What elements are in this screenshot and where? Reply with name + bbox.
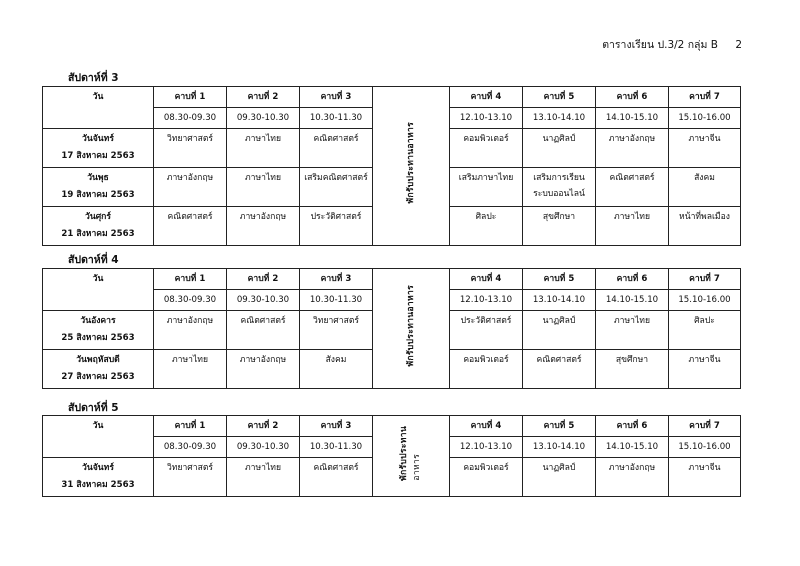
subject-cell: ศิลปะ <box>669 311 741 350</box>
time-cell: 15.10-16.00 <box>669 108 741 129</box>
subject-line: ระบบออนไลน์ <box>533 189 585 199</box>
day-date: 31 สิงหาคม 2563 <box>61 480 135 490</box>
subject-cell: ภาษาไทย <box>154 350 227 389</box>
page-title: ตารางเรียน ป.3/2 กลุ่ม B <box>602 39 718 51</box>
subject-cell: คณิตศาสตร์ <box>300 129 373 168</box>
subject-cell: ศิลปะ <box>450 207 523 246</box>
day-name: วันจันทร์ <box>82 134 114 144</box>
subject-cell: วิทยาศาสตร์ <box>154 458 227 497</box>
week-4-title: สัปดาห์ที่ 4 <box>68 254 119 266</box>
subject-cell <box>523 168 596 207</box>
day-name: วันจันทร์ <box>82 463 114 473</box>
day-cell <box>43 458 154 497</box>
period-3-header: คาบที่ 3 <box>300 269 373 290</box>
day-date: 21 สิงหาคม 2563 <box>61 229 135 239</box>
time-cell: 14.10-15.10 <box>596 437 669 458</box>
day-column-header: วัน <box>43 87 154 129</box>
subject-cell: ประวัติศาสตร์ <box>450 311 523 350</box>
subject-cell: หน้าที่พลเมือง <box>669 207 741 246</box>
subject-line: เสริมการเรียน <box>533 173 585 183</box>
day-date: 19 สิงหาคม 2563 <box>61 190 135 200</box>
time-cell: 13.10-14.10 <box>523 290 596 311</box>
day-name: วันพฤหัสบดี <box>76 355 120 365</box>
day-name: วันศุกร์ <box>85 212 111 222</box>
day-cell <box>43 350 154 389</box>
subject-cell: ภาษาอังกฤษ <box>154 168 227 207</box>
day-cell <box>43 168 154 207</box>
subject-cell: ภาษาไทย <box>227 129 300 168</box>
time-cell: 08.30-09.30 <box>154 437 227 458</box>
subject-cell: คอมพิวเตอร์ <box>450 458 523 497</box>
day-date: 25 สิงหาคม 2563 <box>61 333 135 343</box>
day-column-header: วัน <box>43 416 154 458</box>
subject-cell: สังคม <box>669 168 741 207</box>
header-row <box>43 87 741 108</box>
lunch-break-label: อาหาร <box>412 453 423 481</box>
time-cell: 12.10-13.10 <box>450 290 523 311</box>
time-cell: 09.30-10.30 <box>227 108 300 129</box>
period-4-header: คาบที่ 4 <box>450 416 523 437</box>
subject-cell: นาฏศิลป์ <box>523 129 596 168</box>
time-cell: 08.30-09.30 <box>154 108 227 129</box>
period-7-header: คาบที่ 7 <box>669 87 741 108</box>
day-column-header: วัน <box>43 269 154 311</box>
subject-cell: ภาษาไทย <box>596 207 669 246</box>
time-cell: 15.10-16.00 <box>669 290 741 311</box>
period-7-header: คาบที่ 7 <box>669 416 741 437</box>
subject-cell: คณิตศาสตร์ <box>596 168 669 207</box>
subject-cell: ภาษาอังกฤษ <box>227 207 300 246</box>
subject-cell: ภาษาจีน <box>669 129 741 168</box>
subject-cell: ภาษาไทย <box>596 311 669 350</box>
period-6-header: คาบที่ 6 <box>596 416 669 437</box>
subject-cell: นาฏศิลป์ <box>523 458 596 497</box>
page-header <box>588 36 742 53</box>
subject-cell: สุขศึกษา <box>523 207 596 246</box>
subject-cell: สังคม <box>300 350 373 389</box>
subject-cell: วิทยาศาสตร์ <box>300 311 373 350</box>
subject-cell: คณิตศาสตร์ <box>154 207 227 246</box>
period-2-header: คาบที่ 2 <box>227 269 300 290</box>
subject-cell: เสริมคณิตศาสตร์ <box>300 168 373 207</box>
subject-cell: ภาษาจีน <box>669 350 741 389</box>
week-4-table <box>42 268 741 389</box>
period-7-header: คาบที่ 7 <box>669 269 741 290</box>
week-5-title: สัปดาห์ที่ 5 <box>68 402 119 414</box>
header-row <box>43 416 741 437</box>
header-row <box>43 269 741 290</box>
period-2-header: คาบที่ 2 <box>227 87 300 108</box>
time-cell: 10.30-11.30 <box>300 290 373 311</box>
week-5-table <box>42 415 741 497</box>
period-1-header: คาบที่ 1 <box>154 269 227 290</box>
lunch-break-label: พักรับประทานอาหาร <box>405 284 416 367</box>
period-5-header: คาบที่ 5 <box>523 416 596 437</box>
period-5-header: คาบที่ 5 <box>523 87 596 108</box>
time-cell: 12.10-13.10 <box>450 108 523 129</box>
lunch-break-label: พักรับประทานอาหาร <box>405 122 416 204</box>
day-date: 27 สิงหาคม 2563 <box>61 372 135 382</box>
time-cell: 08.30-09.30 <box>154 290 227 311</box>
time-cell: 14.10-15.10 <box>596 108 669 129</box>
time-cell: 13.10-14.10 <box>523 108 596 129</box>
period-2-header: คาบที่ 2 <box>227 416 300 437</box>
subject-cell: คอมพิวเตอร์ <box>450 129 523 168</box>
subject-cell: เสริมภาษาไทย <box>450 168 523 207</box>
subject-cell: ภาษาอังกฤษ <box>154 311 227 350</box>
period-3-header: คาบที่ 3 <box>300 416 373 437</box>
time-cell: 14.10-15.10 <box>596 290 669 311</box>
lunch-break-cell <box>373 87 450 246</box>
page-number: 2 <box>735 39 742 51</box>
period-4-header: คาบที่ 4 <box>450 87 523 108</box>
time-cell: 12.10-13.10 <box>450 437 523 458</box>
time-cell: 13.10-14.10 <box>523 437 596 458</box>
subject-cell: ประวัติศาสตร์ <box>300 207 373 246</box>
period-6-header: คาบที่ 6 <box>596 269 669 290</box>
day-name: วันอังคาร <box>80 316 116 326</box>
subject-cell: นาฏศิลป์ <box>523 311 596 350</box>
subject-cell: สุขศึกษา <box>596 350 669 389</box>
subject-cell: ภาษาไทย <box>227 168 300 207</box>
lunch-break-label: พักรับประทาน <box>398 425 409 481</box>
lunch-break-cell <box>373 416 450 497</box>
subject-cell: คณิตศาสตร์ <box>300 458 373 497</box>
period-1-header: คาบที่ 1 <box>154 87 227 108</box>
subject-cell: คอมพิวเตอร์ <box>450 350 523 389</box>
period-4-header: คาบที่ 4 <box>450 269 523 290</box>
subject-cell: ภาษาอังกฤษ <box>596 129 669 168</box>
day-cell <box>43 207 154 246</box>
day-cell <box>43 129 154 168</box>
subject-cell: ภาษาจีน <box>669 458 741 497</box>
day-cell <box>43 311 154 350</box>
week-3-table <box>42 86 741 246</box>
period-6-header: คาบที่ 6 <box>596 87 669 108</box>
subject-cell: ภาษาไทย <box>227 458 300 497</box>
period-3-header: คาบที่ 3 <box>300 87 373 108</box>
time-cell: 10.30-11.30 <box>300 108 373 129</box>
time-cell: 10.30-11.30 <box>300 437 373 458</box>
period-1-header: คาบที่ 1 <box>154 416 227 437</box>
subject-cell: คณิตศาสตร์ <box>523 350 596 389</box>
subject-cell: ภาษาอังกฤษ <box>596 458 669 497</box>
day-date: 17 สิงหาคม 2563 <box>61 151 135 161</box>
day-name: วันพุธ <box>87 173 109 183</box>
week-3-title: สัปดาห์ที่ 3 <box>68 72 119 84</box>
time-cell: 09.30-10.30 <box>227 290 300 311</box>
subject-cell: คณิตศาสตร์ <box>227 311 300 350</box>
lunch-break-cell <box>373 269 450 389</box>
subject-cell: ภาษาอังกฤษ <box>227 350 300 389</box>
period-5-header: คาบที่ 5 <box>523 269 596 290</box>
time-cell: 15.10-16.00 <box>669 437 741 458</box>
time-cell: 09.30-10.30 <box>227 437 300 458</box>
subject-cell: วิทยาศาสตร์ <box>154 129 227 168</box>
